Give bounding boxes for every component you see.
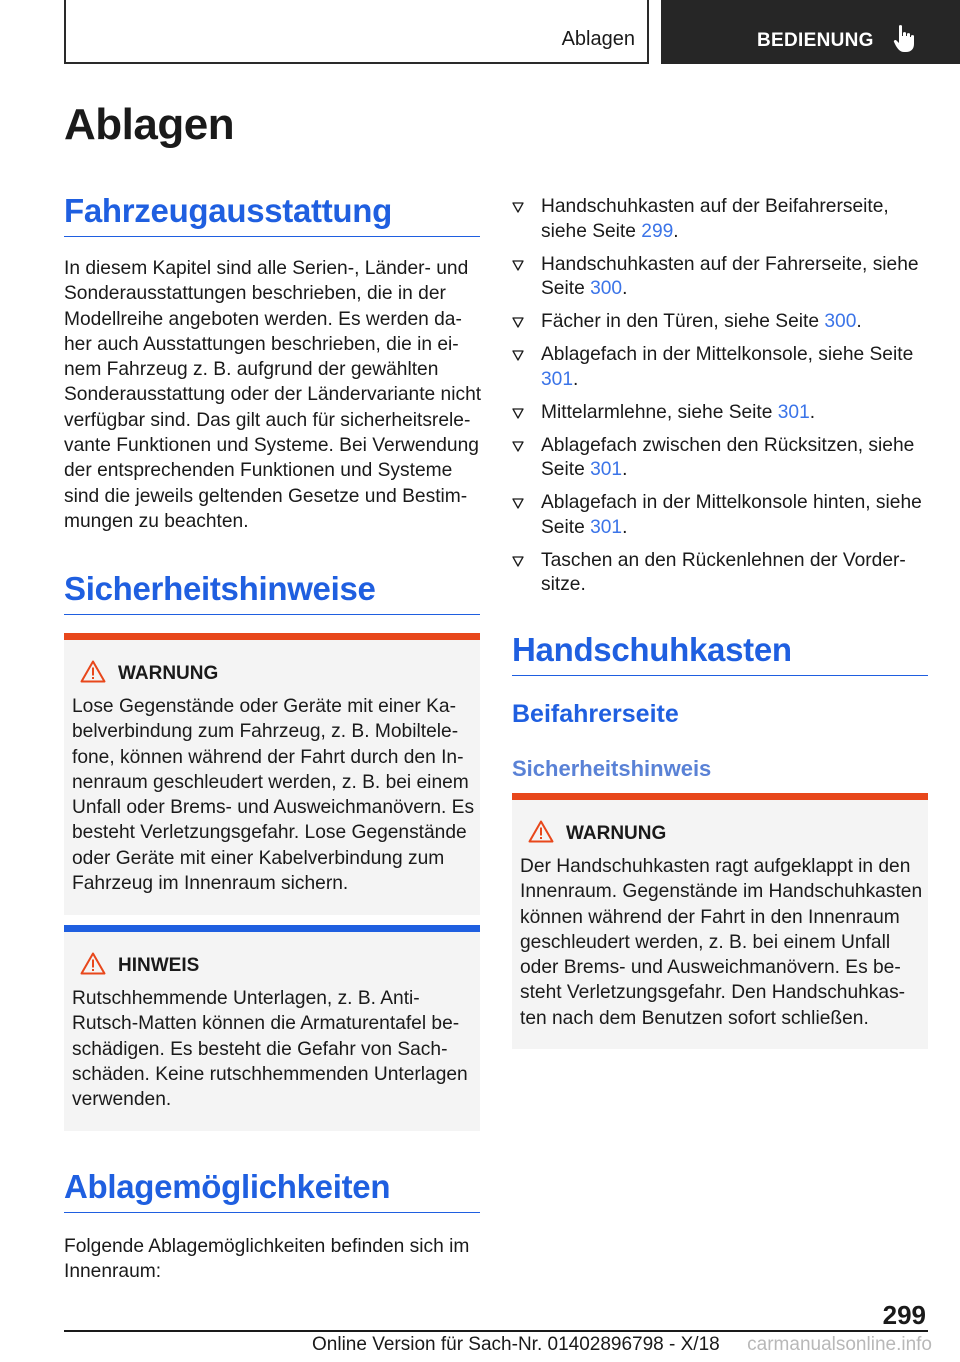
- hand-pointer-icon: [893, 24, 919, 54]
- triangle-bullet-icon: [512, 497, 524, 509]
- list-item-end: .: [573, 368, 579, 390]
- paragraph-ablagemoeglichkeiten: Folgende Ablagemöglichkeiten befinden sich im Innenraum:: [64, 1236, 470, 1283]
- paragraph-fahrzeugausstattung: In diesem Kapitel sind alle Serien-, Länder- und Sonderausstattungen beschrieben, die in der Modellreihe angeboten werden. Es werden daher auch Ausstattungen beschrieben, die in einem Fahrzeug z. B. aufgrund der gewählten Sonderausstattung oder der Ländervariante nicht verfügbar sind. Das gilt auch für sicherheitsrelevante Funktionen und Systeme. Bei Verwendung der entsprechenden Funktionen und Systeme sind die jeweils geltenden Gesetze und Bestimmungen zu beachten.: [64, 258, 482, 532]
- watermark: carmanualsonline.info: [747, 1334, 932, 1355]
- list-item-end: .: [622, 459, 628, 480]
- warning-triangle-icon: [528, 820, 554, 843]
- list-item: [512, 401, 932, 426]
- triangle-bullet-icon: [512, 349, 524, 361]
- warning-text: Lose Gegenstände oder Geräte mit einer Kabelverbindung zum Fahrzeug, z. B. Mobiltelefone, können während der Fahrt durch den Innenraum geschleudert werden, z. B. bei einem Unfall oder Brems- und Ausweichmanövern. Es besteht Verletzungsgefahr. Lose Gegenstände oder Geräte mit einer Kabelverbindung zum Fahrzeug im Innenraum sichern.: [72, 696, 475, 895]
- page-number: 299: [882, 1300, 926, 1330]
- triangle-bullet-icon: [512, 407, 524, 419]
- footer-divider: [64, 1330, 928, 1332]
- triangle-bullet-icon: [512, 316, 524, 328]
- triangle-bullet-icon: [512, 259, 524, 271]
- notice-title: HINWEIS: [118, 955, 200, 976]
- list-item: [512, 253, 932, 302]
- list-item-end: .: [809, 401, 816, 423]
- list-item: [512, 549, 932, 598]
- triangle-bullet-icon: [512, 440, 524, 452]
- footer-version-text: Online Version für Sach-Nr. 01402896798 - X/18: [312, 1334, 720, 1355]
- warning-triangle-icon: [80, 660, 106, 683]
- list-item-text: Fächer in den Türen, siehe Seite: [541, 311, 825, 332]
- list-item-text: Ablagefach in der Mittelkonsole, siehe Seite: [541, 344, 914, 365]
- heading-fahrzeugausstattung: Fahrzeugausstattung: [64, 192, 480, 237]
- list-item-text: Ablagefach zwischen den Rücksitzen, siehe Seite: [541, 434, 915, 480]
- header-section-title: Ablagen: [561, 28, 635, 50]
- page-reference-link[interactable]: 300: [824, 311, 857, 332]
- heading-handschuhkasten: Handschuhkasten: [512, 631, 928, 676]
- warning-box: [64, 633, 480, 915]
- heading-sicherheitshinweis: Sicherheitshinweis: [512, 756, 712, 781]
- list-item: [512, 195, 932, 244]
- list-item-text: Taschen an den Rückenlehnen der Vordersitze.: [541, 549, 906, 595]
- header-chapter-tab: [661, 0, 960, 64]
- triangle-bullet-icon: [512, 555, 524, 567]
- list-item-end: .: [622, 278, 628, 299]
- list-item: [512, 343, 932, 392]
- page-title: Ablagen: [64, 100, 235, 149]
- warning-title: WARNUNG: [118, 663, 219, 684]
- notice-box: [64, 925, 480, 1131]
- page-reference-link[interactable]: 301: [590, 516, 623, 538]
- warning-triangle-icon: [80, 952, 106, 975]
- page-reference-link[interactable]: 301: [590, 459, 623, 480]
- notice-text: Rutschhemmende Unterlagen, z. B. Anti-Rutsch-Matten können die Armaturentafel beschädigen. Es besteht die Gefahr von Sachschäden. Keine rutschhemmenden Unterlagen verwenden.: [72, 988, 468, 1111]
- list-item-text: Handschuhkasten auf der Fahrerseite, siehe Seite: [541, 253, 919, 299]
- list-item-text: Ablagefach in der Mittelkonsole hinten, siehe Seite: [541, 492, 922, 538]
- page-reference-link[interactable]: 299: [641, 220, 674, 242]
- list-item-end: .: [673, 220, 679, 242]
- list-item: [512, 491, 932, 540]
- list-item: [512, 310, 932, 335]
- storage-list: [512, 195, 932, 606]
- list-item-end: .: [622, 516, 628, 538]
- glovebox-warning-text: Der Handschuhkasten ragt aufgeklappt in den Innenraum. Gegenstände im Handschuhkasten können während der Fahrt in den Innenraum geschleudert werden, z. B. bei einem Unfall oder Brems- und Ausweichmanövern. Es besteht Verletzungsgefahr. Den Handschuhkasten nach dem Benutzen sofort schließen.: [520, 856, 923, 1029]
- list-item: [512, 434, 932, 483]
- list-item-text: Handschuhkasten auf der Beifahrerseite, siehe Seite: [541, 196, 889, 242]
- header-chapter-title: BEDIENUNG: [757, 30, 874, 51]
- heading-ablagemoeglichkeiten: Ablagemöglichkeiten: [64, 1168, 480, 1213]
- page-reference-link[interactable]: 300: [590, 278, 623, 299]
- triangle-bullet-icon: [512, 201, 524, 213]
- header-section-tab: [64, 0, 649, 64]
- heading-beifahrerseite: Beifahrerseite: [512, 700, 679, 728]
- list-item-text: Mittelarmlehne, siehe Seite: [541, 401, 778, 423]
- page-reference-link[interactable]: 301: [541, 368, 574, 390]
- page-reference-link[interactable]: 301: [777, 401, 810, 423]
- glovebox-warning-title: WARNUNG: [566, 823, 667, 844]
- list-item-end: .: [856, 311, 862, 332]
- glovebox-warning-box: [512, 793, 928, 1049]
- heading-sicherheitshinweise: Sicherheitshinweise: [64, 570, 480, 615]
